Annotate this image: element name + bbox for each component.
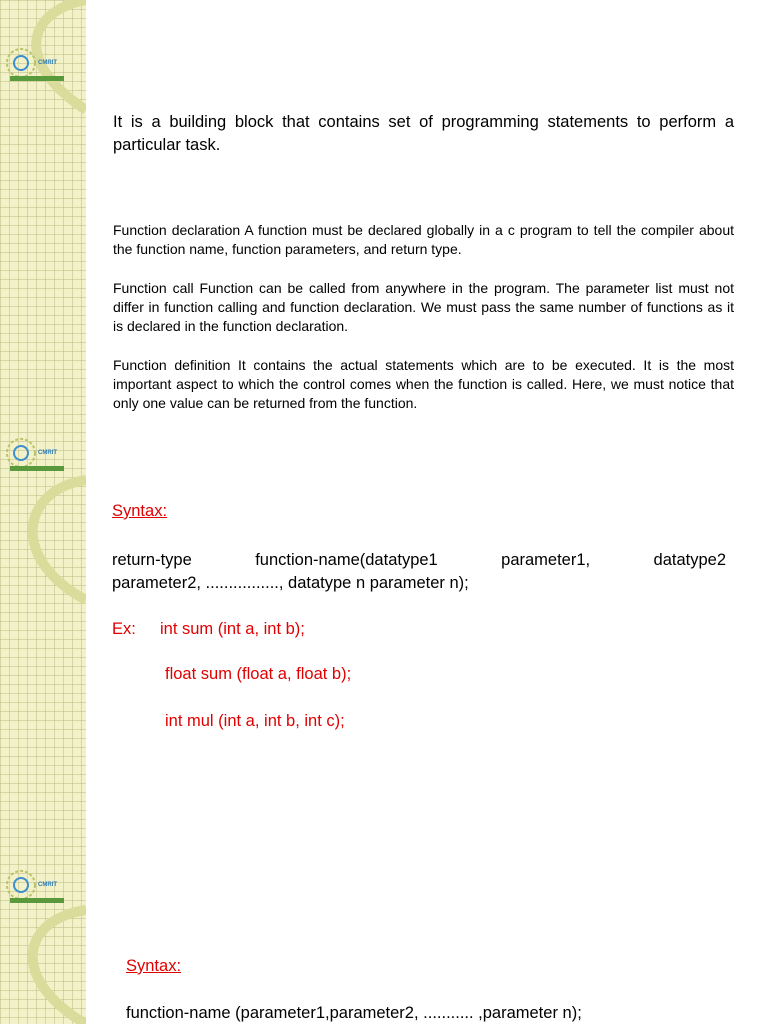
intro-text: It is a building block that contains set of programming statements to perform a particular task. (113, 113, 734, 154)
college-logo (4, 46, 66, 86)
example-label: Ex: (112, 620, 136, 638)
syntax-heading: Syntax: (112, 502, 168, 520)
left-decorative-strip (0, 0, 86, 1024)
signature-word: return-type (112, 551, 192, 569)
college-logo (4, 436, 66, 476)
example-line (112, 620, 305, 639)
signature-word: function-name(datatype1 (255, 551, 438, 569)
signature-line2: parameter2, ................, datatype n parameter n); (112, 574, 469, 592)
example-code: int sum (int a, int b); (160, 620, 305, 638)
signature-word: parameter1, (501, 551, 591, 569)
college-logo (4, 868, 66, 908)
example-code: float sum (float a, float b); (165, 665, 352, 683)
declaration-signature (112, 549, 726, 595)
syntax-heading: Syntax: (126, 957, 182, 975)
paragraph-declaration: Function declaration A function must be declared globally in a c program to tell the compiler about the function name, function parameters, and return type. (113, 222, 734, 257)
signature-word: datatype2 (653, 551, 726, 569)
logo-text: CMRIT (38, 450, 57, 456)
paragraph-definition: Function definition It contains the actual statements which are to be executed. It is the most important aspect to which the control comes when the function is called. Here, we must notice that only one value can be returned from the function. (113, 357, 734, 411)
call-signature: function-name (parameter1,parameter2, ........... ,parameter n); (126, 1004, 582, 1022)
example-code: int mul (int a, int b, int c); (165, 712, 345, 730)
paragraph-call: Function call Function can be called from anywhere in the program. The parameter list must not differ in function calling and function declaration. We must pass the same number of functions as it is declared in the function declaration. (113, 280, 734, 334)
logo-text: CMRIT (38, 60, 57, 66)
logo-text: CMRIT (38, 882, 57, 888)
